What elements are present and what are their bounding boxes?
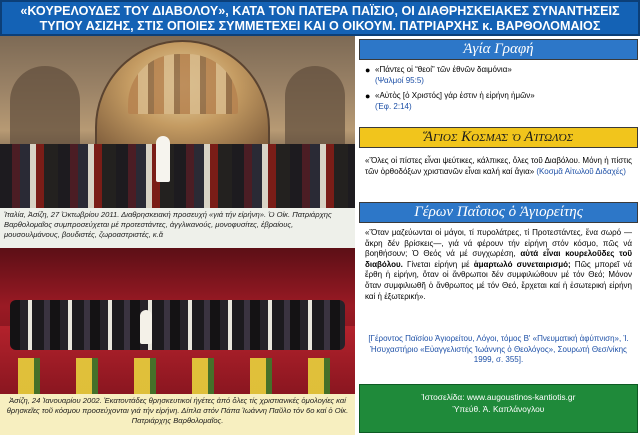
religious-leaders-row	[0, 144, 355, 208]
paisios-source: [Γέροντος Παϊσίου Ἁγιορείτου, Λόγοι, τόμος Β' «Πνευματική ἀφύπνιση», Ἱ. Ἡσυχαστήριο «Εὐαγγελιστής Ἰωάννης ὁ Θεολόγος», Σουρωτή Θεσ/νίκης 1999, σ. 355].	[368, 334, 629, 365]
scripture-item	[365, 65, 632, 86]
scripture-title: Ἁγία Γραφή	[359, 39, 638, 60]
banner-line-1: «ΚΟΥΡΕΛΟΥΔΕΣ ΤΟΥ ΔΙΑΒΟΛΟΥ», ΚΑΤΑ ΤΟΝ ΠΑΤΕΡΑ ΠΑΪΣΙΟ, ΟΙ ΔΙΑΘΡΗΣΚΕΙΑΚΕΣ ΣΥΝΑΝΤΗΣΕΙΣ	[20, 4, 620, 18]
right-column	[357, 36, 640, 435]
pope-figure	[156, 136, 170, 182]
scripture-ref-2: (Ἐφ. 2:14)	[375, 101, 412, 111]
scripture-ref-1: (Ψαλμοί 95:5)	[375, 75, 424, 85]
kosmas-quote-text: «Ὅλες οἱ πίστες εἶναι ψεύτικες, κάλπικες, ὅλες τοῦ Διαβόλου. Μόνη ἡ πίστις τῶν ὀρθοδόξων χριστιανῶν εἶναι καλή καί ἅγια»	[365, 156, 632, 176]
footer-box	[359, 384, 638, 433]
footer-author: Ὑπεύθ. Ἀ. Καπλάνογλου	[452, 403, 545, 414]
website-link[interactable]: Ἱστοσελίδα: www.augoustinos-kantiotis.gr	[421, 392, 576, 402]
paisios-bold-a: αὐτά εἶναι κουρελοῦδες τοῦ διαβόλου.	[365, 249, 633, 269]
photo2-caption: Ἀσίζη, 24 Ἰανουαρίου 2002. Ἑκατοντάδες θρησκευτικοί ἡγέτες ἀπό ὅλες τίς χριστιανικές ὁμολογίες καί θρησκεῖες τοῦ κόσμου προσεύχονται γιά τήν εἰρήνη. Δίπλα στόν Πάπα Ἰωάννη Παῦλο τόν 6ο καί ὁ Οἰκ. Πατριάρχης Βαρθολομαῖος.	[0, 394, 355, 435]
scripture-quotes	[359, 61, 638, 123]
left-column	[0, 36, 355, 435]
paisios-text-c: Πῶς μπορεῖ νά ἔρθη ἡ εἰρήνη, ὅταν οἱ ἄνθρωποι δέν συμφιλιώθουν μέ τόν Θεό; Μόνον ὅταν συμφιλιωθῆ ὁ ἄνθρωπος μέ τόν Θεό, ἔρχεται καί ἡ ἐσωτερική εἰρήνη καί ἡ ἐξωτερική».	[365, 259, 632, 301]
scripture-quote-1: «Πάντες οἱ “θεοί” τῶν ἐθνῶν δαιμόνια»	[375, 65, 512, 74]
photo1-caption: Ἰταλία, Ἀσίζη, 27 Ὀκτωβρίου 2011. Διαθρησκειακή προσευχή «γιά τήν εἰρήνη». Ὁ Οἰκ. Πατριάρχης Βαρθολομαῖος συμπροσεύχεται μέ προτεστάντες, ἀγγλικανούς, μονοφυσίτες, ἑβραίους, μουσουλμάνους, βουδιστές, ζωροαστριστές, κ.ἄ	[0, 208, 355, 248]
kosmas-title: Ἅγιος Κοσμᾶς ὁ Αἰτωλός	[359, 127, 638, 148]
banner-line-2: ΤΥΠΟΥ ΑΣΙΖΗΣ, ΣΤΙΣ ΟΠΟΙΕΣ ΣΥΜΜΕΤΕΧΕΙ ΚΑΙ Ο ΟΙΚΟΥΜ. ΠΑΤΡΙΑΡΧΗΣ κ. ΒΑΡΘΟΛΟΜΑΙΟΣ	[39, 19, 601, 33]
scripture-item	[365, 91, 632, 112]
bullet-icon: ●	[365, 65, 371, 75]
paisios-bold-b: ἁμαρτωλό συνεταιρισμό;	[473, 259, 571, 269]
arch-left	[10, 66, 80, 146]
assisi-2011-photo	[0, 36, 355, 208]
pope-figure-2002	[140, 310, 152, 344]
kosmas-quote	[359, 153, 638, 203]
paisios-text-b: Γίνεται εἰρήνη μέ	[402, 259, 474, 269]
paisios-title: Γέρων Παΐσιος ὁ Ἁγιορείτης	[359, 202, 638, 223]
paisios-text-a: «Ὅταν μαζεύωνται οἱ μάγοι, τί πυρολάτρες, τί Προτεστάντες, ἕνα σωρό —ἄκρη δέν βρίσκεις—, γιά νά φέρουν τήν εἰρήνη στόν κόσμο, πῶς νά βοηθήσουν; Ὁ Θεός νά μέ συγχωρέση,	[365, 228, 632, 259]
bullet-icon: ●	[365, 91, 371, 101]
assisi-2002-photo	[0, 248, 355, 394]
flower-arrangements	[0, 358, 355, 394]
paisios-quote	[359, 226, 638, 332]
seated-leaders	[10, 300, 345, 350]
arch-right	[285, 66, 345, 146]
scripture-quote-2: «Αὐτὸς [ὁ Χριστός] γάρ ἐστιν ἡ εἰρήνη ἡμῶν»	[375, 91, 535, 100]
kosmas-ref: (Κοσμᾶ Αἰτωλοῦ Διδαχές)	[536, 166, 626, 176]
page-banner	[0, 0, 640, 36]
